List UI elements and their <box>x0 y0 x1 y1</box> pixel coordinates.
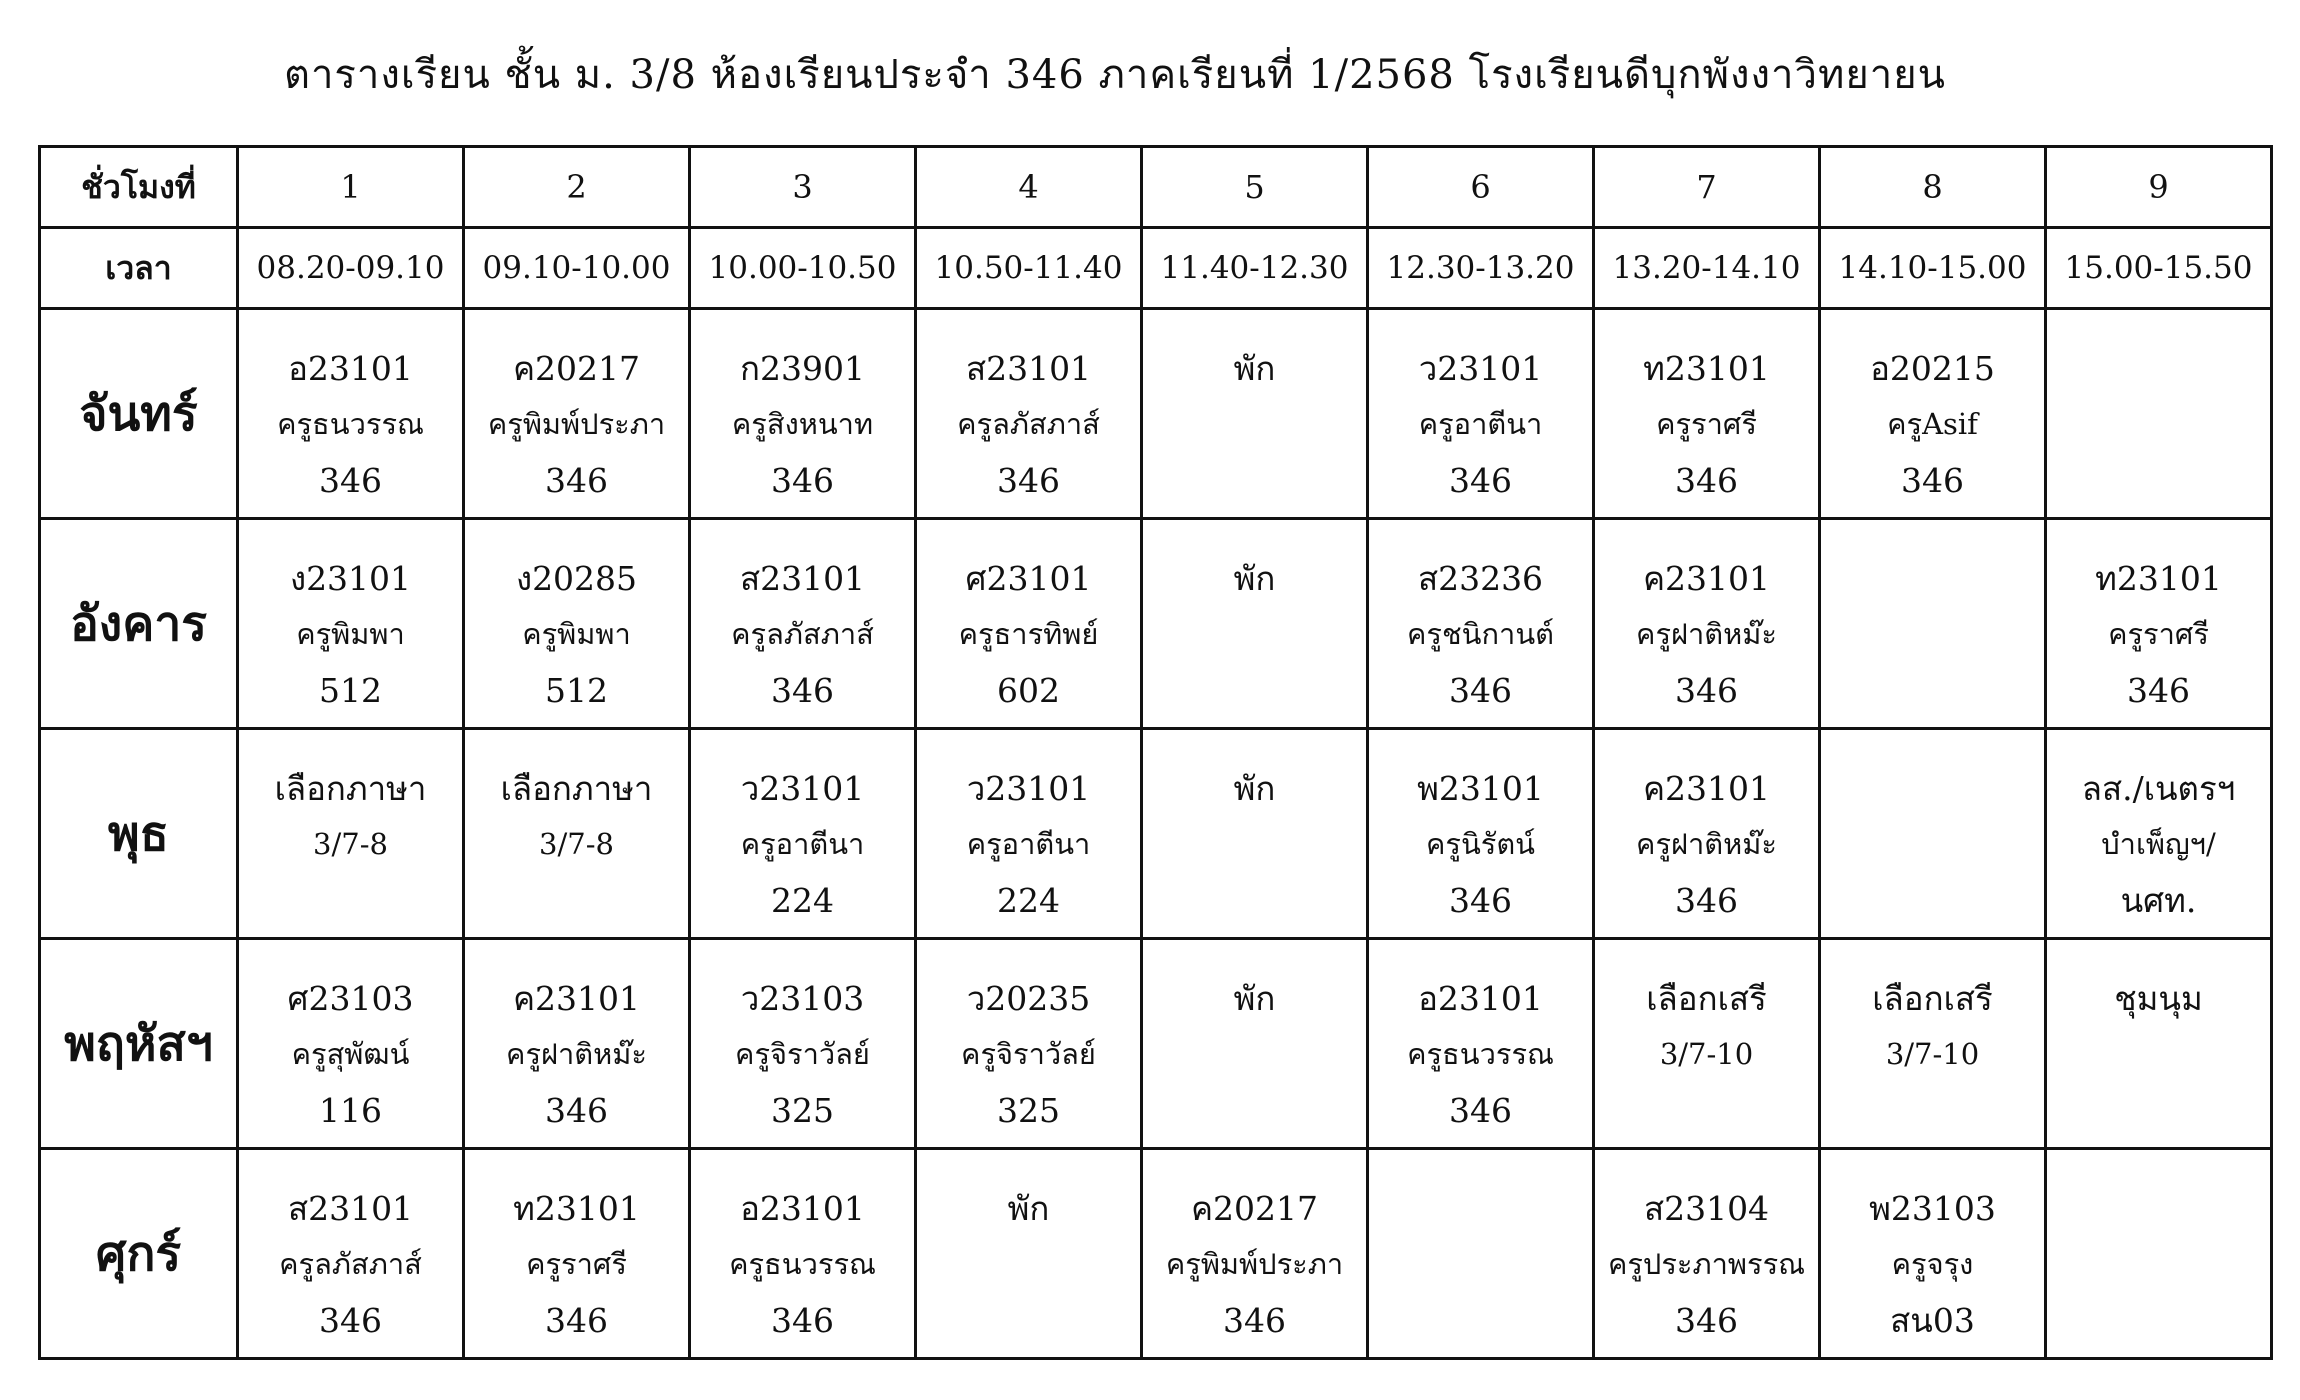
slot-line-1: ท23101 <box>1643 348 1770 388</box>
slot-line-2: ครูอาตีนา <box>966 826 1091 861</box>
schedule-slot <box>464 519 690 729</box>
schedule-slot <box>464 729 690 939</box>
slot-line-3 <box>465 884 688 922</box>
day-row <box>40 309 2272 519</box>
time-range: 14.10-15.00 <box>1838 250 2027 286</box>
time-range: 09.10-10.00 <box>482 250 671 286</box>
slot-content <box>1369 536 1592 712</box>
slot-content <box>691 536 914 712</box>
period-cell <box>238 147 464 228</box>
slot-line-2: 3/7-10 <box>1885 1036 1980 1071</box>
period-label: ชั่วโมงที่ <box>81 167 196 206</box>
slot-content <box>2047 1166 2270 1342</box>
slot-line-1: ส23101 <box>287 1188 414 1228</box>
schedule-slot <box>1820 519 2046 729</box>
schedule-slot <box>2046 519 2272 729</box>
schedule-slot <box>1594 729 1820 939</box>
schedule-slot <box>1368 519 1594 729</box>
slot-line-3 <box>1821 884 2044 922</box>
schedule-slot <box>916 939 1142 1149</box>
slot-line-3 <box>2047 1094 2270 1132</box>
slot-line-3: 346 <box>1901 460 1964 500</box>
slot-line-3 <box>1143 464 1366 502</box>
slot-line-3: 346 <box>1223 1300 1286 1340</box>
slot-line-3: 346 <box>545 1090 608 1130</box>
slot-line-2: ครูราศรี <box>526 1246 627 1281</box>
schedule-slot <box>1820 1149 2046 1359</box>
schedule-slot <box>690 939 916 1149</box>
slot-content <box>1143 956 1366 1132</box>
slot-content <box>1369 326 1592 502</box>
slot-line-2: ครูลภัสภาส์ <box>731 616 874 651</box>
schedule-slot <box>238 939 464 1149</box>
slot-line-3: 346 <box>771 1300 834 1340</box>
schedule-slot <box>238 309 464 519</box>
schedule-slot <box>690 1149 916 1359</box>
slot-content <box>1595 746 1818 922</box>
slot-line-1: ส23101 <box>965 348 1092 388</box>
schedule-slot <box>1820 309 2046 519</box>
schedule-slot <box>916 519 1142 729</box>
day-row <box>40 729 2272 939</box>
slot-line-3: 346 <box>1449 460 1512 500</box>
slot-line-1: ว23101 <box>1418 348 1543 388</box>
period-cell <box>1594 147 1820 228</box>
slot-line-3 <box>1143 1094 1366 1132</box>
slot-line-3: 512 <box>319 670 382 710</box>
slot-line-1: พัก <box>1233 768 1276 808</box>
slot-line-2: ครูสุพัฒน์ <box>291 1036 410 1071</box>
slot-line-3: 346 <box>1675 880 1738 920</box>
slot-line-2: ครูธนวรรณ <box>729 1246 876 1281</box>
time-header-row <box>40 228 2272 309</box>
slot-line-1 <box>2047 1192 2270 1230</box>
slot-line-2: บำเพ็ญฯ/ <box>2101 826 2216 861</box>
slot-line-2 <box>1821 620 2044 654</box>
slot-content <box>691 1166 914 1342</box>
slot-line-3: 346 <box>771 460 834 500</box>
slot-line-2: ครูนิรัตน์ <box>1425 826 1536 861</box>
time-cell <box>1594 228 1820 309</box>
slot-line-3: 346 <box>771 670 834 710</box>
slot-line-3: นศท. <box>2120 880 2197 920</box>
slot-content <box>465 326 688 502</box>
schedule-slot <box>1368 939 1594 1149</box>
slot-line-2 <box>1821 830 2044 864</box>
slot-line-1: เลือกภาษา <box>274 768 427 808</box>
slot-line-2: ครูพิมพ์ประภา <box>1165 1246 1344 1281</box>
time-label-cell <box>40 228 238 309</box>
slot-line-2: ครูฝาติหม๊ะ <box>506 1036 647 1071</box>
slot-line-3 <box>2047 464 2270 502</box>
time-cell <box>238 228 464 309</box>
slot-line-1: เลือกภาษา <box>500 768 653 808</box>
slot-line-2 <box>1143 830 1366 864</box>
slot-content <box>465 956 688 1132</box>
slot-line-2: ครูราศรี <box>2108 616 2209 651</box>
slot-content <box>1821 956 2044 1132</box>
period-number: 2 <box>566 168 587 206</box>
day-name: พฤหัสฯ <box>64 1015 213 1072</box>
schedule-slot <box>1594 309 1820 519</box>
period-cell <box>1368 147 1594 228</box>
slot-line-1: ท23101 <box>2095 558 2222 598</box>
slot-content <box>917 326 1140 502</box>
slot-line-1: อ20215 <box>1870 348 1995 388</box>
slot-content <box>1821 326 2044 502</box>
time-cell <box>1820 228 2046 309</box>
period-number: 5 <box>1244 168 1265 206</box>
slot-line-2: ครูฝาติหม๊ะ <box>1636 826 1777 861</box>
slot-line-2: ครูชนิกานต์ <box>1407 616 1554 651</box>
slot-line-2: 3/7-8 <box>313 826 388 861</box>
slot-line-3: 346 <box>319 1300 382 1340</box>
slot-line-1 <box>1821 562 2044 600</box>
slot-line-2 <box>1143 1040 1366 1074</box>
slot-line-3: 602 <box>997 670 1060 710</box>
time-range: 10.00-10.50 <box>708 250 897 286</box>
slot-line-1: ก23901 <box>740 348 865 388</box>
slot-line-2: ครูจิราวัลย์ <box>735 1036 870 1071</box>
slot-line-1: ส23101 <box>739 558 866 598</box>
slot-line-1: ค23101 <box>1642 768 1771 808</box>
schedule-slot <box>464 309 690 519</box>
slot-line-1: เลือกเสรี <box>1872 978 1993 1018</box>
slot-line-1: พัก <box>1233 558 1276 598</box>
slot-line-1: ส23104 <box>1643 1188 1770 1228</box>
period-cell <box>1142 147 1368 228</box>
slot-content <box>239 746 462 922</box>
time-range: 08.20-09.10 <box>256 250 445 286</box>
slot-line-3: 346 <box>545 1300 608 1340</box>
period-number: 9 <box>2148 168 2169 206</box>
slot-line-2: ครูประภาพรรณ <box>1607 1246 1806 1281</box>
slot-line-1: ค23101 <box>512 978 641 1018</box>
day-name: ศุกร์ <box>95 1225 182 1282</box>
slot-content <box>465 746 688 922</box>
schedule-slot <box>1368 729 1594 939</box>
schedule-slot <box>464 1149 690 1359</box>
day-cell <box>40 1149 238 1359</box>
slot-line-3: 224 <box>771 880 834 920</box>
time-cell <box>464 228 690 309</box>
slot-line-3 <box>1143 884 1366 922</box>
slot-line-3: 346 <box>1675 1300 1738 1340</box>
slot-content <box>1821 746 2044 922</box>
schedule-slot <box>2046 309 2272 519</box>
slot-line-2: ครูพิมพา <box>296 616 405 651</box>
slot-line-1: พ23103 <box>1869 1188 1996 1228</box>
slot-line-3 <box>2047 1304 2270 1342</box>
period-number: 6 <box>1470 168 1491 206</box>
slot-line-2: ครูลภัสภาส์ <box>279 1246 422 1281</box>
day-cell <box>40 309 238 519</box>
slot-content <box>465 536 688 712</box>
slot-line-2 <box>1369 1250 1592 1284</box>
schedule-slot <box>690 309 916 519</box>
slot-line-1: ค20217 <box>512 348 641 388</box>
time-cell <box>1368 228 1594 309</box>
slot-line-2: ครูฝาติหม๊ะ <box>1636 616 1777 651</box>
time-range: 10.50-11.40 <box>934 250 1123 286</box>
slot-content <box>917 536 1140 712</box>
schedule-slot <box>1594 519 1820 729</box>
slot-line-1: ง23101 <box>289 558 412 598</box>
day-name: อังคาร <box>69 595 208 652</box>
period-cell <box>2046 147 2272 228</box>
slot-line-2 <box>1143 620 1366 654</box>
slot-line-3 <box>1821 674 2044 712</box>
schedule-slot <box>1368 1149 1594 1359</box>
slot-content <box>1143 1166 1366 1342</box>
slot-line-2: ครูธนวรรณ <box>277 406 424 441</box>
slot-line-3: 346 <box>545 460 608 500</box>
schedule-slot <box>238 729 464 939</box>
slot-content <box>2047 326 2270 502</box>
schedule-slot <box>916 309 1142 519</box>
day-name: พุธ <box>108 805 169 862</box>
day-row <box>40 1149 2272 1359</box>
slot-line-3: 512 <box>545 670 608 710</box>
slot-line-1: ว23103 <box>740 978 865 1018</box>
schedule-slot <box>1820 729 2046 939</box>
slot-content <box>239 956 462 1132</box>
slot-content <box>465 1166 688 1342</box>
schedule-slot <box>238 519 464 729</box>
day-cell <box>40 519 238 729</box>
period-number: 7 <box>1696 168 1717 206</box>
slot-line-2: 3/7-10 <box>1659 1036 1754 1071</box>
slot-content <box>1369 746 1592 922</box>
slot-line-2: 3/7-8 <box>539 826 614 861</box>
slot-line-1 <box>1369 1192 1592 1230</box>
slot-line-1: พัก <box>1233 978 1276 1018</box>
slot-line-1: พัก <box>1233 348 1276 388</box>
slot-content <box>2047 536 2270 712</box>
slot-line-1: พัก <box>1007 1188 1050 1228</box>
slot-line-2: ครูAsif <box>1887 406 1978 441</box>
slot-line-3: 325 <box>997 1090 1060 1130</box>
time-cell <box>2046 228 2272 309</box>
slot-content <box>1595 326 1818 502</box>
day-row <box>40 519 2272 729</box>
slot-line-2: ครูสิงหนาท <box>731 406 874 441</box>
slot-content <box>1595 536 1818 712</box>
slot-line-2 <box>2047 410 2270 444</box>
time-label: เวลา <box>105 248 172 287</box>
period-cell <box>916 147 1142 228</box>
period-cell <box>690 147 916 228</box>
slot-line-3: 346 <box>1675 670 1738 710</box>
day-row <box>40 939 2272 1149</box>
slot-line-2 <box>917 1250 1140 1284</box>
schedule-slot <box>1594 939 1820 1149</box>
slot-line-2 <box>2047 1040 2270 1074</box>
slot-line-2: ครูอาตีนา <box>740 826 865 861</box>
slot-line-3: 346 <box>1449 670 1512 710</box>
slot-line-1: ค20217 <box>1190 1188 1319 1228</box>
slot-line-3: 346 <box>997 460 1060 500</box>
slot-content <box>1821 1166 2044 1342</box>
slot-line-2: ครูราศรี <box>1656 406 1757 441</box>
slot-line-2: ครูอาตีนา <box>1418 406 1543 441</box>
slot-line-3: 325 <box>771 1090 834 1130</box>
time-range: 12.30-13.20 <box>1386 250 1575 286</box>
slot-line-3: 346 <box>2127 670 2190 710</box>
slot-line-1: ว23101 <box>966 768 1091 808</box>
slot-line-3: 116 <box>319 1090 382 1130</box>
slot-line-2: ครูจรุง <box>1891 1246 1974 1281</box>
schedule-slot <box>1820 939 2046 1149</box>
time-cell <box>690 228 916 309</box>
slot-line-2: ครูจิราวัลย์ <box>961 1036 1096 1071</box>
slot-content <box>239 326 462 502</box>
slot-line-3: 224 <box>997 880 1060 920</box>
slot-line-2: ครูธารทิพย์ <box>958 616 1099 651</box>
slot-content <box>691 746 914 922</box>
slot-line-3: 346 <box>1449 1090 1512 1130</box>
slot-line-2 <box>1143 410 1366 444</box>
slot-line-1: ง20285 <box>515 558 638 598</box>
slot-line-1 <box>2047 352 2270 390</box>
slot-line-3 <box>1143 674 1366 712</box>
slot-line-1: อ23101 <box>288 348 413 388</box>
slot-line-3 <box>1595 1094 1818 1132</box>
schedule-slot <box>916 729 1142 939</box>
slot-content <box>1595 956 1818 1132</box>
slot-line-1 <box>1821 772 2044 810</box>
schedule-slot <box>1142 729 1368 939</box>
slot-content <box>691 326 914 502</box>
slot-line-3 <box>239 884 462 922</box>
schedule-slot <box>916 1149 1142 1359</box>
slot-line-3 <box>917 1304 1140 1342</box>
slot-line-2: ครูพิมพา <box>522 616 631 651</box>
period-cell <box>1820 147 2046 228</box>
slot-content <box>239 536 462 712</box>
time-range: 11.40-12.30 <box>1160 250 1349 286</box>
slot-content <box>917 1166 1140 1342</box>
schedule-slot <box>2046 729 2272 939</box>
slot-line-2: ครูพิมพ์ประภา <box>487 406 666 441</box>
slot-line-1: ค23101 <box>1642 558 1771 598</box>
slot-line-3: 346 <box>1449 880 1512 920</box>
schedule-slot <box>1142 939 1368 1149</box>
slot-line-2: ครูธนวรรณ <box>1407 1036 1554 1071</box>
day-cell <box>40 729 238 939</box>
slot-line-2 <box>2047 1250 2270 1284</box>
schedule-slot <box>690 519 916 729</box>
period-number: 8 <box>1922 168 1943 206</box>
time-range: 15.00-15.50 <box>2064 250 2253 286</box>
slot-line-1: ศ23101 <box>965 558 1092 598</box>
time-cell <box>1142 228 1368 309</box>
time-cell <box>916 228 1142 309</box>
slot-line-1: ว20235 <box>966 978 1091 1018</box>
slot-line-1: ว23101 <box>740 768 865 808</box>
schedule-slot <box>1368 309 1594 519</box>
period-number: 3 <box>792 168 813 206</box>
slot-content <box>1821 536 2044 712</box>
slot-content <box>239 1166 462 1342</box>
period-cell <box>464 147 690 228</box>
slot-line-1: อ23101 <box>740 1188 865 1228</box>
period-header-row <box>40 147 2272 228</box>
period-number: 1 <box>340 168 361 206</box>
slot-content <box>1595 1166 1818 1342</box>
slot-content <box>1143 746 1366 922</box>
slot-content <box>691 956 914 1132</box>
schedule-slot <box>2046 939 2272 1149</box>
slot-content <box>1143 326 1366 502</box>
schedule-slot <box>238 1149 464 1359</box>
slot-line-3: 346 <box>1675 460 1738 500</box>
slot-line-3 <box>1369 1304 1592 1342</box>
period-label-cell <box>40 147 238 228</box>
slot-line-3: 346 <box>319 460 382 500</box>
slot-content <box>917 956 1140 1132</box>
slot-line-1: เลือกเสรี <box>1646 978 1767 1018</box>
slot-line-3 <box>1821 1094 2044 1132</box>
slot-content <box>1369 1166 1592 1342</box>
schedule-slot <box>1594 1149 1820 1359</box>
schedule-slot <box>1142 519 1368 729</box>
slot-line-3: สน03 <box>1890 1300 1975 1340</box>
timetable <box>38 145 2273 1360</box>
slot-line-1: พ23101 <box>1417 768 1544 808</box>
schedule-slot <box>690 729 916 939</box>
slot-content <box>917 746 1140 922</box>
slot-content <box>2047 956 2270 1132</box>
time-range: 13.20-14.10 <box>1612 250 1801 286</box>
slot-line-1: ท23101 <box>513 1188 640 1228</box>
slot-line-1: ศ23103 <box>287 978 414 1018</box>
slot-line-1: อ23101 <box>1418 978 1543 1018</box>
period-number: 4 <box>1018 168 1039 206</box>
day-name: จันทร์ <box>79 385 198 442</box>
slot-line-1: ชุมนุม <box>2114 978 2203 1018</box>
slot-line-1: ลส./เนตรฯ <box>2081 768 2236 808</box>
day-cell <box>40 939 238 1149</box>
slot-line-2: ครูลภัสภาส์ <box>957 406 1100 441</box>
schedule-slot <box>1142 309 1368 519</box>
schedule-slot <box>1142 1149 1368 1359</box>
slot-content <box>1143 536 1366 712</box>
slot-content <box>2047 746 2270 922</box>
schedule-slot <box>2046 1149 2272 1359</box>
schedule-slot <box>464 939 690 1149</box>
page-title: ตารางเรียน ชั้น ม. 3/8 ห้องเรียนประจำ 346 ภาคเรียนที่ 1/2568 โรงเรียนดีบุกพังงาวิทยายน <box>283 52 1947 98</box>
slot-line-1: ส23236 <box>1417 558 1544 598</box>
slot-content <box>1369 956 1592 1132</box>
